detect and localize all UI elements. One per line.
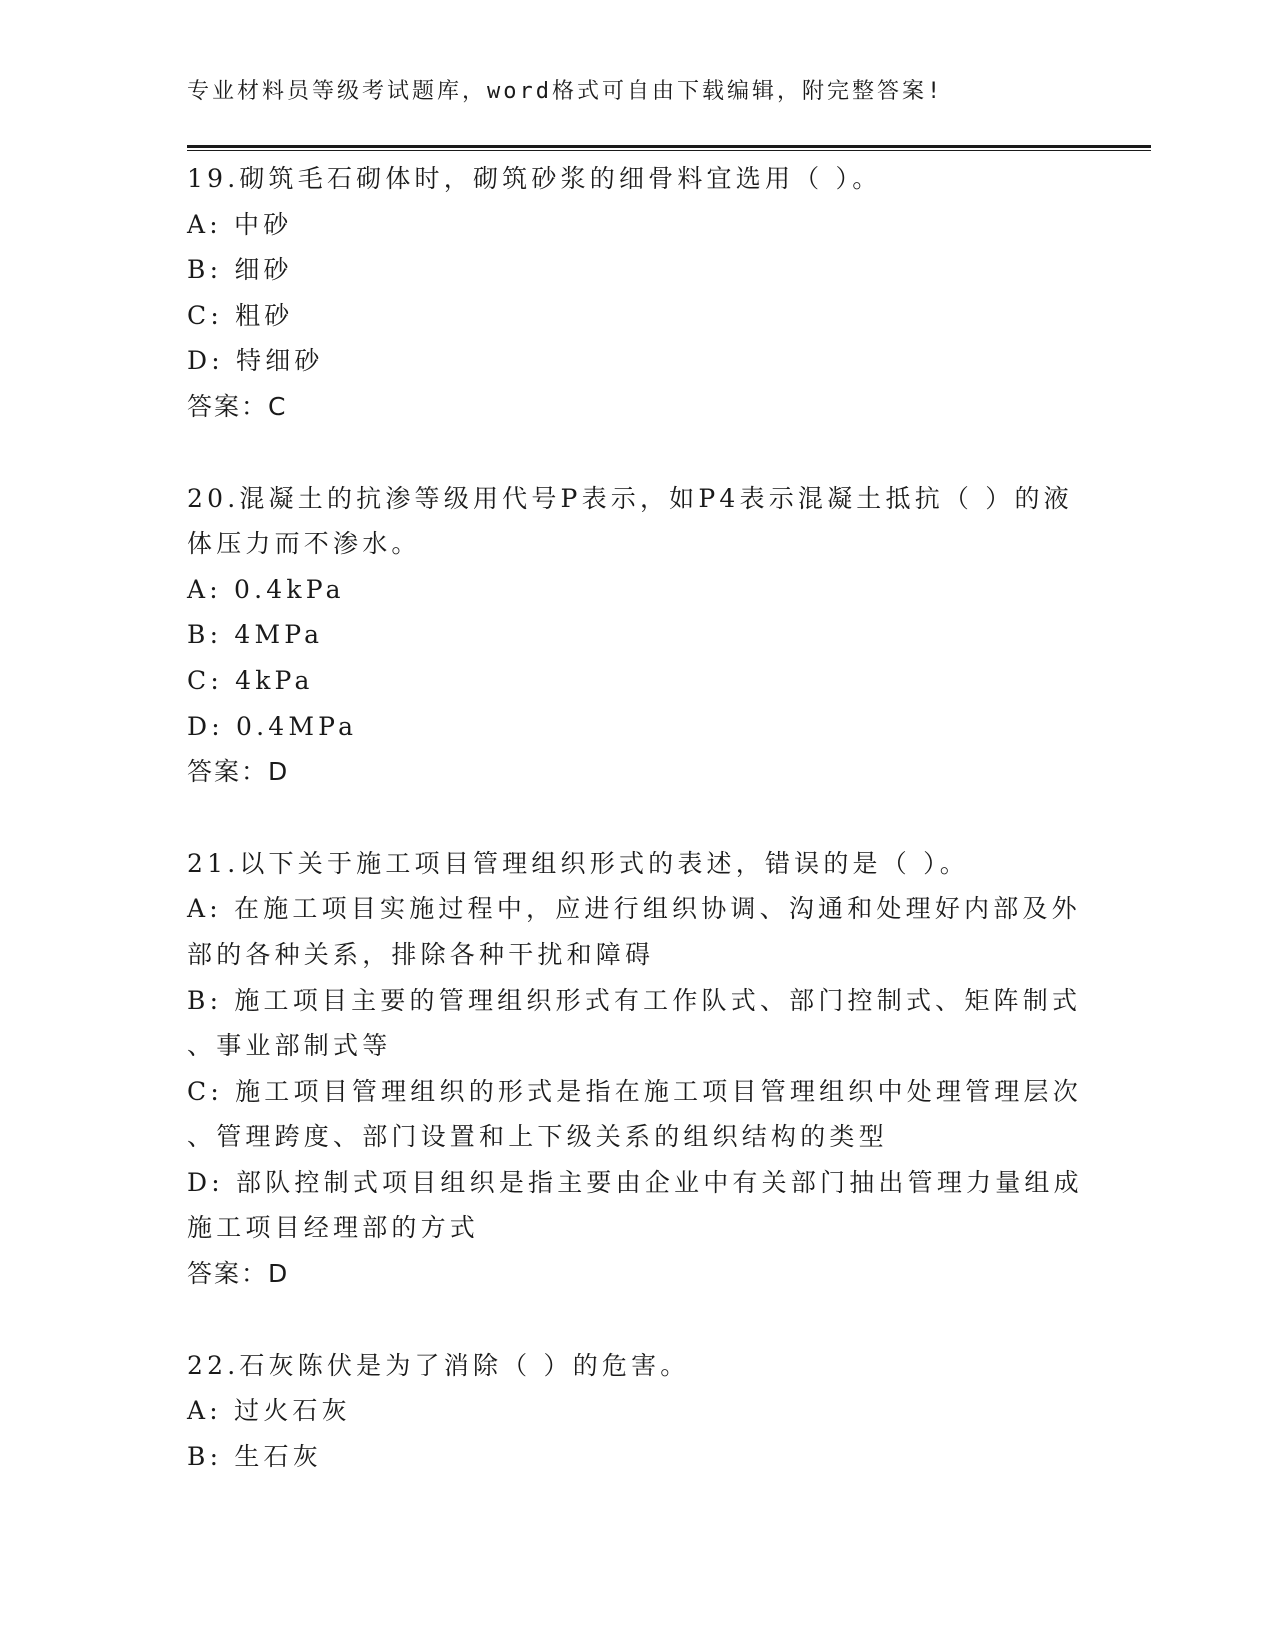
question-22 (187, 1343, 1087, 1480)
page-header: 专业材料员等级考试题库，word格式可自由下载编辑，附完整答案! (187, 79, 944, 104)
header-divider (187, 145, 1151, 151)
option-d: D: 0.4MPa (187, 711, 358, 741)
option-b: B: 细砂 (187, 255, 293, 285)
answer-line: 答案：D (187, 757, 290, 787)
option-a: A: 0.4kPa (187, 574, 345, 604)
answer-line: 答案：D (187, 1259, 290, 1289)
option-a: A: 在施工项目实施过程中，应进行组织协调、沟通和处理好内部及外 (187, 894, 1081, 924)
question-19 (187, 156, 1087, 430)
question-stem-continued: 体压力而不渗水。 (187, 529, 421, 559)
option-c-continued: 、管理跨度、部门设置和上下级关系的组织结构的类型 (187, 1122, 888, 1152)
option-d: D: 特细砂 (187, 346, 324, 376)
option-b-continued: 、事业部制式等 (187, 1031, 392, 1061)
question-stem: 20.混凝土的抗渗等级用代号P表示，如P4表示混凝土抵抗（ ）的液 (187, 483, 1073, 513)
question-list (187, 156, 1087, 1525)
question-stem: 19.砌筑毛石砌体时，砌筑砂浆的细骨料宜选用（ ）。 (187, 164, 882, 193)
option-d: D: 部队控制式项目组织是指主要由企业中有关部门抽出管理力量组成 (187, 1167, 1083, 1197)
question-21 (187, 841, 1087, 1297)
option-b: B: 生石灰 (187, 1441, 322, 1471)
option-d-continued: 施工项目经理部的方式 (187, 1213, 480, 1243)
option-c: C: 施工项目管理组织的形式是指在施工项目管理组织中处理管理层次 (187, 1076, 1082, 1106)
question-stem: 21.以下关于施工项目管理组织形式的表述，错误的是（ ）。 (187, 848, 970, 878)
option-c: C: 4kPa (187, 665, 314, 695)
option-a: A: 过火石灰 (187, 1396, 351, 1426)
question-stem: 22.石灰陈伏是为了消除（ ）的危害。 (187, 1350, 690, 1380)
option-b: B: 4MPa (187, 620, 324, 650)
answer-line: 答案：C (187, 391, 288, 421)
question-20 (187, 476, 1087, 795)
option-a-continued: 部的各种关系，排除各种干扰和障碍 (187, 939, 655, 969)
option-a: A: 中砂 (187, 209, 293, 239)
option-c: C: 粗砂 (187, 300, 294, 330)
option-b: B: 施工项目主要的管理组织形式有工作队式、部门控制式、矩阵制式 (187, 985, 1082, 1015)
